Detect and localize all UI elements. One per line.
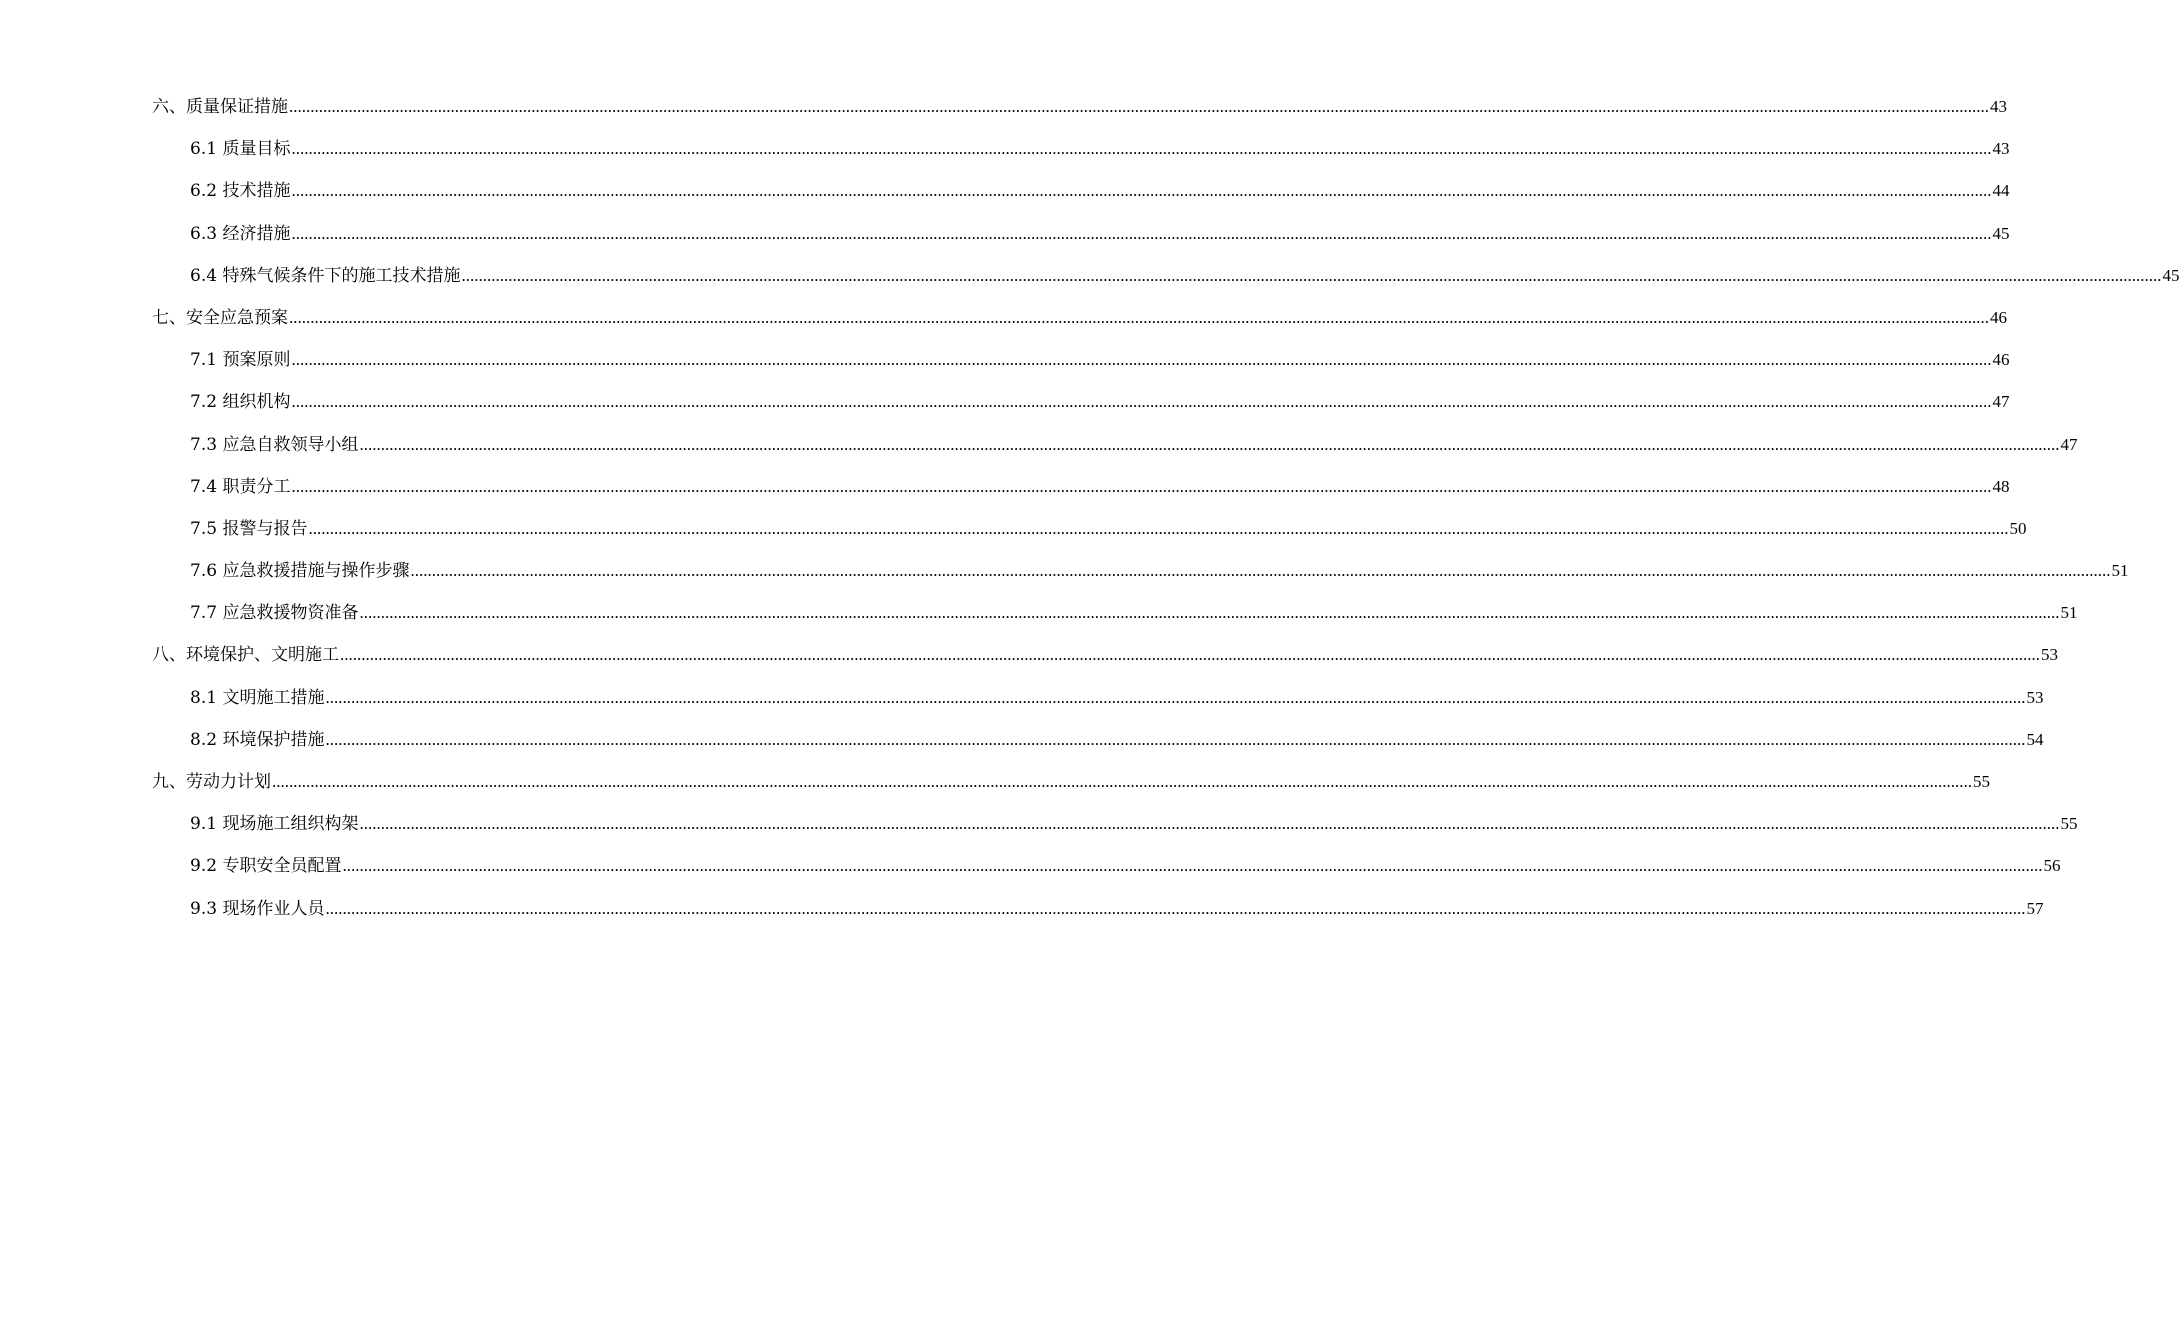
toc-entry-page-number: 56 bbox=[2043, 856, 2061, 876]
toc-dot-leader: ................................................................................................................................................................................................................................................................................................................................................................................................................ bbox=[359, 814, 2060, 834]
toc-entry-title: 六、质量保证措施 bbox=[152, 97, 288, 117]
toc-dot-leader: ................................................................................................................................................................................................................................................................................................................................................................................................................ bbox=[359, 434, 2060, 454]
toc-entry-title: 7.4 职责分工 bbox=[190, 476, 291, 497]
toc-entry[interactable] bbox=[152, 220, 2010, 262]
toc-entry-page-number: 55 bbox=[1973, 772, 1990, 791]
toc-entry-page-number: 51 bbox=[2060, 603, 2078, 623]
toc-entry[interactable] bbox=[152, 895, 2044, 937]
toc-dot-leader: ................................................................................................................................................................................................................................................................................................................................................................................................................ bbox=[291, 139, 1992, 159]
toc-dot-leader: ................................................................................................................................................................................................................................................................................................................................................................................................................ bbox=[289, 97, 1989, 116]
toc-entry-title: 7.3 应急自救领导小组 bbox=[190, 434, 359, 455]
toc-entry-page-number: 51 bbox=[2111, 561, 2129, 581]
toc-entry[interactable] bbox=[152, 852, 2061, 894]
toc-entry-page-number: 57 bbox=[2026, 898, 2044, 918]
toc-entry[interactable] bbox=[152, 304, 2007, 346]
toc-entry-title: 七、安全应急预案 bbox=[152, 307, 288, 328]
toc-dot-leader: ................................................................................................................................................................................................................................................................................................................................................................................................................ bbox=[340, 645, 2040, 665]
toc-entry[interactable] bbox=[152, 388, 2010, 430]
toc-entry-page-number: 47 bbox=[1992, 392, 2010, 412]
toc-entry-title: 8.2 环境保护措施 bbox=[190, 729, 325, 750]
toc-entry-title: 9.2 专职安全员配置 bbox=[190, 856, 342, 877]
toc-entry[interactable] bbox=[152, 93, 2007, 135]
toc-entry-title: 7.1 预案原则 bbox=[190, 350, 291, 371]
toc-dot-leader: ................................................................................................................................................................................................................................................................................................................................................................................................................ bbox=[272, 772, 1972, 791]
toc-entry-page-number: 43 bbox=[1992, 139, 2010, 159]
toc-entry-page-number: 50 bbox=[2009, 518, 2027, 538]
toc-entry-title: 6.4 特殊气候条件下的施工技术措施 bbox=[190, 265, 461, 286]
toc-entry[interactable] bbox=[152, 473, 2010, 515]
toc-dot-leader: ................................................................................................................................................................................................................................................................................................................................................................................................................ bbox=[291, 476, 1992, 496]
toc-dot-leader: ................................................................................................................................................................................................................................................................................................................................................................................................................ bbox=[325, 898, 2026, 918]
toc-dot-leader: ................................................................................................................................................................................................................................................................................................................................................................................................................ bbox=[291, 392, 1992, 412]
toc-dot-leader: ................................................................................................................................................................................................................................................................................................................................................................................................................ bbox=[308, 518, 2009, 538]
toc-entry-title: 8.1 文明施工措施 bbox=[190, 687, 325, 708]
toc-entry-title: 九、劳动力计划 bbox=[152, 772, 271, 792]
toc-entry[interactable] bbox=[152, 431, 2078, 473]
toc-dot-leader: ................................................................................................................................................................................................................................................................................................................................................................................................................ bbox=[289, 307, 1989, 327]
toc-dot-leader: ................................................................................................................................................................................................................................................................................................................................................................................................................ bbox=[410, 561, 2111, 581]
toc-entry-page-number: 48 bbox=[1992, 476, 2010, 496]
toc-entry-title: 6.2 技术措施 bbox=[190, 181, 291, 202]
toc-entry-title: 6.3 经济措施 bbox=[190, 223, 291, 244]
toc-dot-leader: ................................................................................................................................................................................................................................................................................................................................................................................................................ bbox=[291, 223, 1992, 243]
toc-entry-title: 7.7 应急救援物资准备 bbox=[190, 603, 359, 624]
toc-entry-page-number: 53 bbox=[2041, 645, 2058, 665]
toc-entry-page-number: 54 bbox=[2026, 729, 2044, 749]
toc-entry[interactable] bbox=[152, 177, 2010, 219]
toc-entry[interactable] bbox=[152, 557, 2129, 599]
toc-entry[interactable] bbox=[152, 262, 2179, 304]
toc-entry-page-number: 44 bbox=[1992, 181, 2010, 201]
toc-entry[interactable] bbox=[152, 810, 2078, 852]
toc-entry-title: 7.6 应急救援措施与操作步骤 bbox=[190, 561, 410, 582]
toc-entry[interactable] bbox=[152, 346, 2010, 388]
toc-entry-title: 6.1 质量目标 bbox=[190, 139, 291, 160]
toc-entry[interactable] bbox=[152, 726, 2044, 768]
toc-entry-page-number: 46 bbox=[1990, 307, 2007, 327]
toc-entry-title: 7.2 组织机构 bbox=[190, 392, 291, 413]
toc-entry[interactable] bbox=[152, 684, 2044, 726]
toc-entry-title: 八、环境保护、文明施工 bbox=[152, 645, 339, 666]
toc-dot-leader: ................................................................................................................................................................................................................................................................................................................................................................................................................ bbox=[325, 687, 2026, 707]
toc-dot-leader: ................................................................................................................................................................................................................................................................................................................................................................................................................ bbox=[291, 181, 1992, 201]
toc-entry-title: 9.3 现场作业人员 bbox=[190, 898, 325, 919]
toc-dot-leader: ................................................................................................................................................................................................................................................................................................................................................................................................................ bbox=[461, 265, 2162, 285]
toc-entry[interactable] bbox=[152, 599, 2078, 641]
toc-entry-page-number: 46 bbox=[1992, 350, 2010, 370]
toc-entry-page-number: 45 bbox=[1992, 223, 2010, 243]
toc-entry-page-number: 43 bbox=[1990, 97, 2007, 116]
table-of-contents bbox=[152, 93, 2179, 937]
toc-entry-page-number: 45 bbox=[2162, 265, 2179, 285]
toc-entry-title: 7.5 报警与报告 bbox=[190, 518, 308, 539]
toc-dot-leader: ................................................................................................................................................................................................................................................................................................................................................................................................................ bbox=[342, 856, 2043, 876]
toc-entry-page-number: 55 bbox=[2060, 814, 2078, 834]
toc-dot-leader: ................................................................................................................................................................................................................................................................................................................................................................................................................ bbox=[291, 350, 1992, 370]
toc-entry[interactable] bbox=[152, 515, 2027, 557]
toc-entry-page-number: 53 bbox=[2026, 687, 2044, 707]
toc-entry-page-number: 47 bbox=[2060, 434, 2078, 454]
toc-dot-leader: ................................................................................................................................................................................................................................................................................................................................................................................................................ bbox=[325, 729, 2026, 749]
toc-entry[interactable] bbox=[152, 135, 2010, 177]
toc-entry[interactable] bbox=[152, 768, 1990, 810]
toc-entry[interactable] bbox=[152, 641, 2058, 683]
toc-entry-title: 9.1 现场施工组织构架 bbox=[190, 814, 359, 835]
toc-dot-leader: ................................................................................................................................................................................................................................................................................................................................................................................................................ bbox=[359, 603, 2060, 623]
